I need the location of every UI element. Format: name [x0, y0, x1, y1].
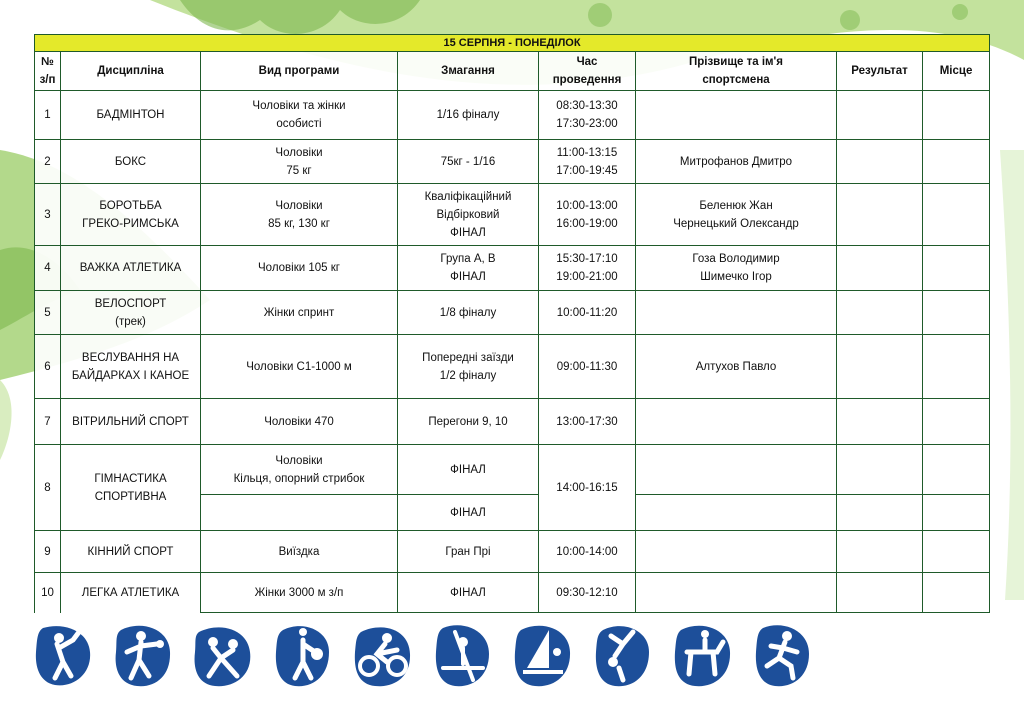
- cell-competition: Кваліфікаційний Відбірковий ФІНАЛ: [398, 184, 539, 246]
- cell-num: 4: [35, 246, 61, 291]
- cell-athlete: [636, 445, 837, 495]
- cell-program: Чоловіки Кільця, опорний стрибок: [201, 445, 398, 495]
- cell-competition: Перегони 9, 10: [398, 399, 539, 445]
- cell-athlete: Беленюк Жан Чернецький Олександр: [636, 184, 837, 246]
- cell-competition: 75кг - 1/16: [398, 140, 539, 184]
- cell-athlete: [636, 291, 837, 335]
- cell-program: Виїздка: [201, 531, 398, 573]
- cell-num: 10: [35, 573, 61, 613]
- cell-place: [923, 140, 990, 184]
- cell-program: Чоловіки 85 кг, 130 кг: [201, 184, 398, 246]
- table-row: [35, 91, 990, 140]
- col-header-discipline: Дисципліна: [61, 52, 201, 91]
- cell-place: [923, 495, 990, 531]
- cell-time: 14:00-16:15: [539, 445, 636, 531]
- cell-result: [837, 399, 923, 445]
- cell-num: 8: [35, 445, 61, 531]
- col-header-num: № з/п: [35, 52, 61, 91]
- cell-result: [837, 445, 923, 495]
- cell-program: Чоловіки та жінки особисті: [201, 91, 398, 140]
- cell-athlete: Гоза Володимир Шимечко Ігор: [636, 246, 837, 291]
- cell-num: 5: [35, 291, 61, 335]
- cell-time: 10:00-13:00 16:00-19:00: [539, 184, 636, 246]
- cell-athlete: [636, 531, 837, 573]
- weightlifting-icon: [273, 622, 333, 688]
- cell-discipline: БОКС: [61, 140, 201, 184]
- col-header-athlete: Прізвище та ім'я спортсмена: [636, 52, 837, 91]
- table-row: [35, 184, 990, 246]
- cell-place: [923, 184, 990, 246]
- table-row: [35, 246, 990, 291]
- cell-competition: 1/8 фіналу: [398, 291, 539, 335]
- cell-discipline: ЛЕГКА АТЛЕТИКА: [61, 573, 201, 613]
- cell-athlete: Алтухов Павло: [636, 335, 837, 399]
- cell-result: [837, 291, 923, 335]
- col-header-competition: Змагання: [398, 52, 539, 91]
- cell-competition: ФІНАЛ: [398, 445, 539, 495]
- cell-athlete: Митрофанов Дмитро: [636, 140, 837, 184]
- cell-discipline: ВЕЛОСПОРТ (трек): [61, 291, 201, 335]
- cell-time: 11:00-13:15 17:00-19:45: [539, 140, 636, 184]
- cell-athlete: [636, 91, 837, 140]
- cell-program: Жінки спринт: [201, 291, 398, 335]
- cell-time: 15:30-17:10 19:00-21:00: [539, 246, 636, 291]
- cell-time: 08:30-13:30 17:30-23:00: [539, 91, 636, 140]
- sailing-icon: [513, 622, 573, 688]
- header-row: [35, 52, 990, 91]
- wrestling-icon: [193, 622, 253, 688]
- cell-program: Чоловіки 75 кг: [201, 140, 398, 184]
- cell-discipline: БАДМІНТОН: [61, 91, 201, 140]
- cell-athlete: [636, 495, 837, 531]
- canoe-icon: [433, 622, 493, 688]
- boxing-icon: [113, 622, 173, 688]
- cell-athlete: [636, 399, 837, 445]
- cell-place: [923, 291, 990, 335]
- cell-place: [923, 573, 990, 613]
- gymnastics-icon: [593, 622, 653, 688]
- table-row: [35, 573, 990, 613]
- cell-num: 9: [35, 531, 61, 573]
- cell-num: 6: [35, 335, 61, 399]
- cell-result: [837, 531, 923, 573]
- table-row: [35, 531, 990, 573]
- cell-competition: 1/16 фіналу: [398, 91, 539, 140]
- sport-pictograms: [33, 622, 813, 688]
- cell-time: 09:30-12:10: [539, 573, 636, 613]
- table-row: [35, 445, 990, 495]
- date-title: 15 СЕРПНЯ - ПОНЕДІЛОК: [35, 35, 990, 52]
- cell-num: 2: [35, 140, 61, 184]
- cell-program: Чоловіки С1-1000 м: [201, 335, 398, 399]
- cell-result: [837, 140, 923, 184]
- cell-discipline: ВЕСЛУВАННЯ НА БАЙДАРКАХ І КАНОЕ: [61, 335, 201, 399]
- table-row: [35, 335, 990, 399]
- equestrian-icon: [673, 622, 733, 688]
- badminton-icon: [33, 622, 93, 688]
- cell-result: [837, 495, 923, 531]
- cell-result: [837, 91, 923, 140]
- cell-program: Жінки 3000 м з/п: [201, 573, 398, 613]
- athletics-icon: [753, 622, 813, 688]
- cell-num: 1: [35, 91, 61, 140]
- cell-place: [923, 246, 990, 291]
- cell-discipline: ВАЖКА АТЛЕТИКА: [61, 246, 201, 291]
- date-title-row: [35, 35, 990, 52]
- cell-time: 13:00-17:30: [539, 399, 636, 445]
- col-header-result: Результат: [837, 52, 923, 91]
- cell-program: Чоловіки 470: [201, 399, 398, 445]
- schedule-table: [34, 34, 990, 613]
- cycling-icon: [353, 622, 413, 688]
- cell-time: 09:00-11:30: [539, 335, 636, 399]
- cell-place: [923, 335, 990, 399]
- cell-num: 3: [35, 184, 61, 246]
- cell-competition: ФІНАЛ: [398, 573, 539, 613]
- cell-program: [201, 495, 398, 531]
- col-header-place: Місце: [923, 52, 990, 91]
- cell-place: [923, 531, 990, 573]
- cell-result: [837, 184, 923, 246]
- cell-competition: Попередні заїзди 1/2 фіналу: [398, 335, 539, 399]
- table-row: [35, 399, 990, 445]
- cell-program: Чоловіки 105 кг: [201, 246, 398, 291]
- cell-competition: Гран Прі: [398, 531, 539, 573]
- cell-time: 10:00-11:20: [539, 291, 636, 335]
- col-header-program: Вид програми: [201, 52, 398, 91]
- cell-discipline: БОРОТЬБА ГРЕКО-РИМСЬКА: [61, 184, 201, 246]
- cell-place: [923, 399, 990, 445]
- table-row: [35, 140, 990, 184]
- cell-place: [923, 445, 990, 495]
- cell-discipline: ГІМНАСТИКА СПОРТИВНА: [61, 445, 201, 531]
- cell-num: 7: [35, 399, 61, 445]
- cell-result: [837, 335, 923, 399]
- cell-place: [923, 91, 990, 140]
- col-header-time: Час проведення: [539, 52, 636, 91]
- cell-result: [837, 573, 923, 613]
- cell-result: [837, 246, 923, 291]
- cell-discipline: КІННИЙ СПОРТ: [61, 531, 201, 573]
- cell-competition: ФІНАЛ: [398, 495, 539, 531]
- cell-time: 10:00-14:00: [539, 531, 636, 573]
- table-row: [35, 291, 990, 335]
- cell-athlete: [636, 573, 837, 613]
- cell-competition: Група А, В ФІНАЛ: [398, 246, 539, 291]
- cell-discipline: ВІТРИЛЬНИЙ СПОРТ: [61, 399, 201, 445]
